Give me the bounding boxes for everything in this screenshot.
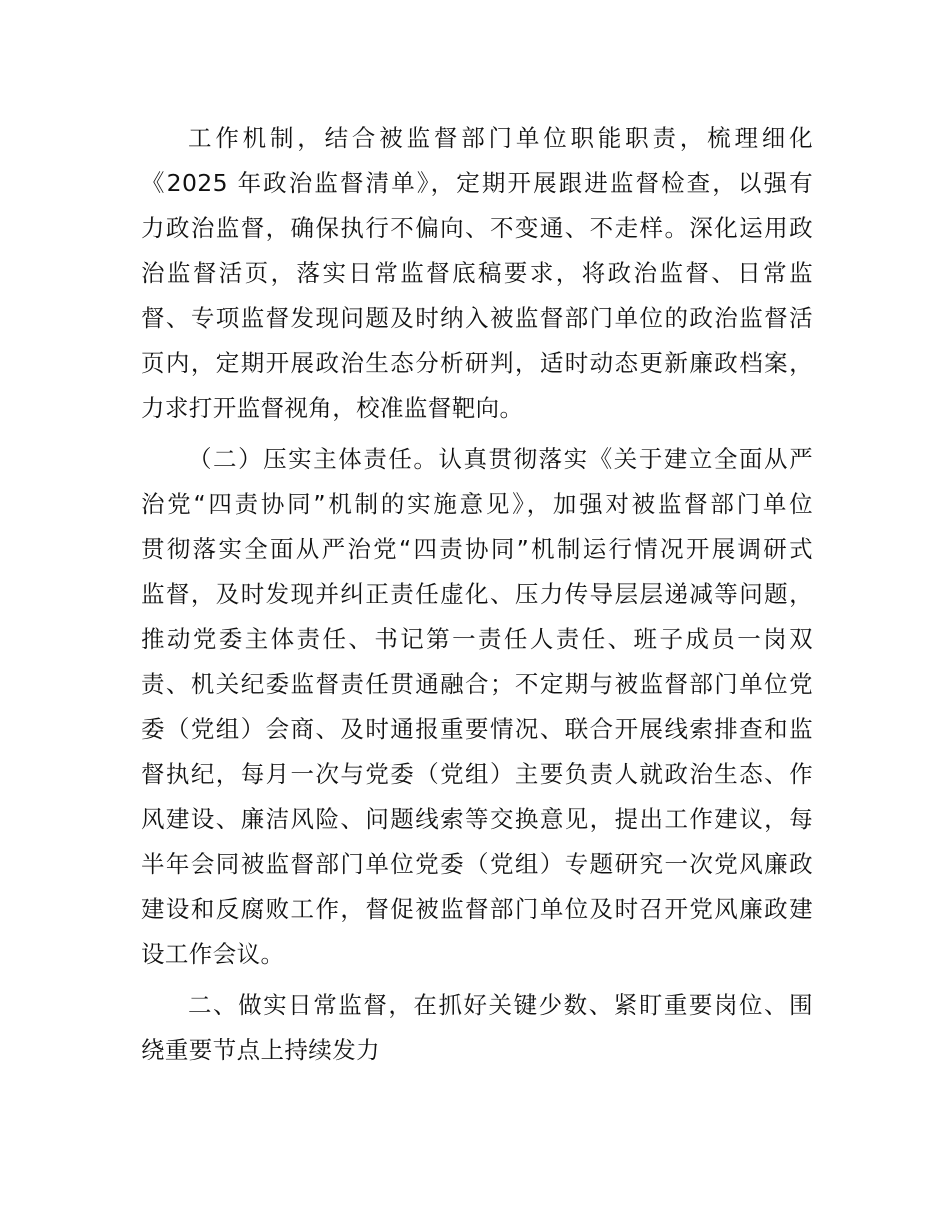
text-line: 督、专项监督发现问题及时纳入被监督部门单位的政治监督活	[141, 304, 813, 332]
section-heading-daily-supervision	[141, 983, 813, 1073]
text-line: 推动党委主体责任、书记第一责任人责任、班子成员一岗双	[141, 625, 813, 653]
text-line: 责、机关纪委监督责任贯通融合；不定期与被监督部门单位党	[141, 670, 813, 698]
text-line: 委（党组）会商、及时通报重要情况、联合开展线索排查和监	[141, 715, 813, 743]
text-line: 力求打开监督视角，校准监督靶向。	[141, 394, 524, 422]
text-line: 二、做实日常监督，在抓好关键少数、紧盯重要岗位、围	[188, 991, 813, 1019]
text-line: 监督，及时发现并纠正责任虚化、压力传导层层递减等问题，	[141, 580, 813, 608]
text-line: 力政治监督，确保执行不偏向、不变通、不走样。深化运用政	[141, 214, 813, 242]
text-line: 绕重要节点上持续发力	[141, 1036, 380, 1064]
text-line: 设工作会议。	[141, 940, 285, 968]
text-line: 治党“四责协同”机制的实施意见》，加强对被监督部门单位	[141, 490, 813, 518]
text-line: 贯彻落实全面从严治党“四责协同”机制运行情况开展调研式	[141, 535, 813, 563]
text-line: 《2025 年政治监督清单》，定期开展跟进监督检查，以强有	[141, 169, 813, 197]
text-line: 建设和反腐败工作，督促被监督部门单位及时召开党风廉政建	[141, 895, 813, 923]
text-line: 页内，定期开展政治生态分析研判，适时动态更新廉政档案，	[141, 349, 813, 377]
text-line: 治监督活页，落实日常监督底稿要求，将政治监督、日常监	[141, 259, 813, 287]
text-line: 工作机制，结合被监督部门单位职能职责，梳理细化	[188, 124, 813, 152]
document-body	[141, 116, 813, 1073]
paragraph-main-responsibility	[141, 437, 813, 977]
text-line: （二）压实主体责任。认真贯彻落实《关于建立全面从严	[188, 445, 813, 473]
text-line: 风建设、廉洁风险、问题线索等交换意见，提出工作建议，每	[141, 805, 813, 833]
paragraph-work-mechanism	[141, 116, 813, 431]
text-line: 半年会同被监督部门单位党委（党组）专题研究一次党风廉政	[141, 850, 813, 878]
text-line: 督执纪，每月一次与党委（党组）主要负责人就政治生态、作	[141, 760, 813, 788]
